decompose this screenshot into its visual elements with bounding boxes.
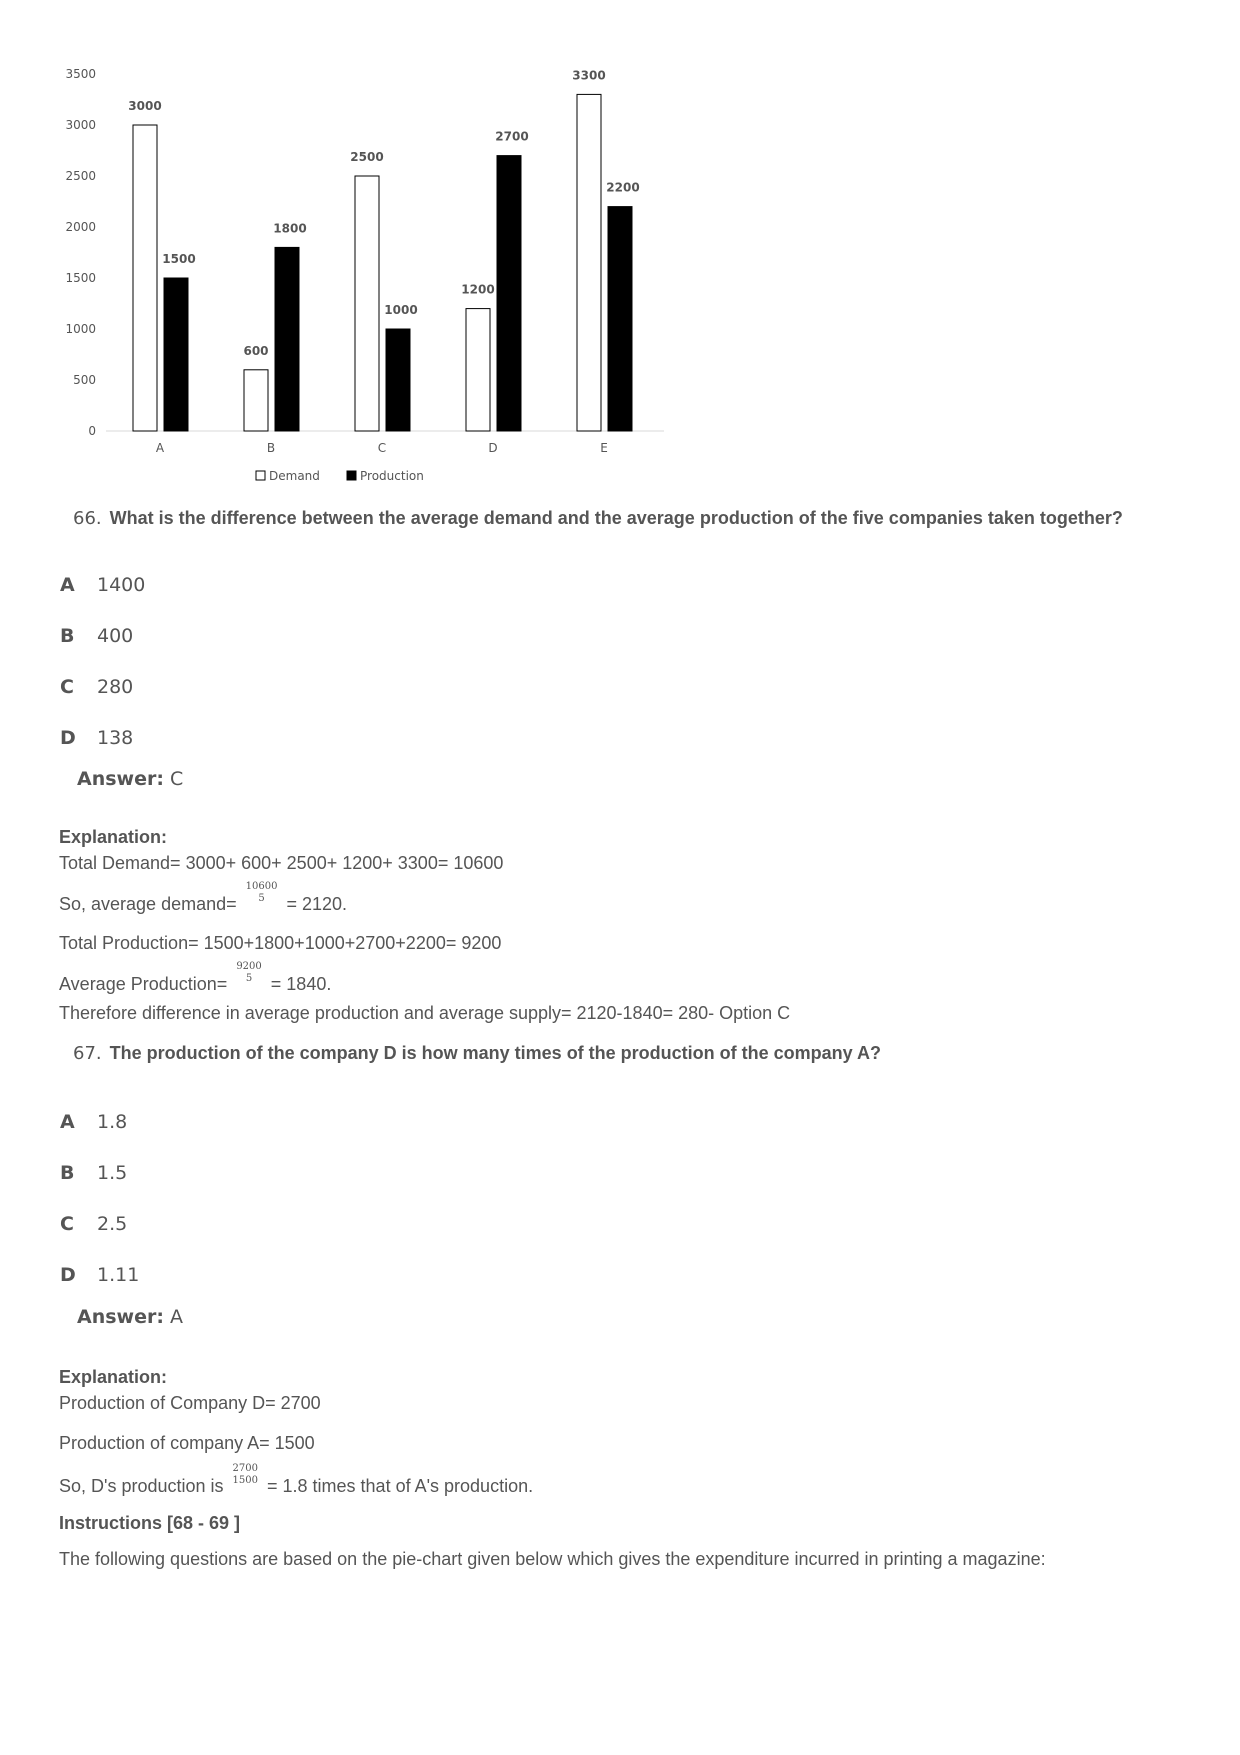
bar-demand-B (244, 370, 268, 431)
legend-swatch-production (347, 471, 356, 480)
y-axis-ticks (65, 67, 96, 438)
data-label-demand-C: 2500 (350, 150, 384, 164)
q67-option-c[interactable] (60, 1213, 127, 1235)
q66-answer (77, 768, 183, 790)
option-letter: B (60, 1162, 75, 1184)
option-value: 400 (97, 625, 134, 647)
data-label-demand-B: 600 (243, 343, 269, 358)
x-tick-label-C: C (377, 441, 387, 455)
option-letter: A (60, 574, 75, 596)
data-label-demand-D: 1200 (461, 282, 495, 297)
data-label-production-E: 2200 (606, 180, 640, 195)
bar-production-D (497, 156, 521, 431)
option-value: 1.11 (97, 1264, 140, 1286)
option-value: 1.5 (97, 1162, 128, 1184)
q66-expl-line-5: Therefore difference in average production and average supply= 2120-1840= 280- Option C (59, 1003, 791, 1023)
q67-explanation-title: Explanation: (59, 1367, 168, 1387)
legend-label-demand: Demand (269, 469, 320, 483)
answer-label: Answer: (77, 768, 164, 790)
q67-answer (77, 1306, 183, 1328)
expl-text: So, D's production is (59, 1475, 224, 1496)
chart-legend (256, 469, 424, 483)
y-tick-label: 3000 (65, 118, 96, 132)
y-tick-label: 0 (88, 424, 96, 438)
question-number: 66. (73, 508, 102, 529)
instructions-text: The following questions are based on the pie-chart given below which gives the expenditure incurred in printing a magazine: (59, 1549, 1046, 1569)
legend-label-production: Production (360, 469, 424, 483)
bar-production-A (164, 278, 188, 431)
q67-expl-line-3 (59, 1463, 534, 1499)
bar-demand-D (466, 309, 490, 431)
q67-expl-line-1: Production of Company D= 2700 (59, 1393, 321, 1413)
data-label-demand-A: 3000 (128, 99, 162, 113)
q67-option-d[interactable] (60, 1264, 139, 1286)
option-value: 280 (97, 676, 134, 698)
y-tick-label: 3500 (65, 67, 96, 81)
x-tick-label-B: B (266, 441, 276, 455)
y-tick-label: 1000 (65, 322, 96, 336)
bar-demand-E (577, 94, 601, 431)
option-value: 1400 (97, 574, 146, 596)
y-tick-label: 2500 (65, 169, 96, 183)
numerator: 9200 (236, 961, 262, 972)
data-label-production-A: 1500 (162, 252, 196, 266)
expl-text: = 2120. (286, 893, 348, 914)
answer-value: A (170, 1306, 183, 1328)
bar-demand-A (133, 125, 157, 431)
bars (128, 68, 639, 431)
demand-production-bar-chart (0, 0, 680, 500)
q66-expl-line-2 (59, 881, 348, 917)
x-axis-ticks (156, 441, 608, 455)
expl-text: = 1.8 times that of A's production. (267, 1475, 534, 1496)
question-text: What is the difference between the average demand and the average production of the five companies taken together? (109, 508, 1123, 528)
bar-production-B (275, 247, 299, 431)
answer-label: Answer: (77, 1306, 164, 1328)
fraction (246, 881, 278, 905)
q66-expl-line-4 (59, 961, 332, 997)
option-letter: A (60, 1111, 75, 1133)
expl-text: = 1840. (270, 973, 332, 994)
data-label-production-C: 1000 (384, 303, 418, 317)
legend-swatch-demand (256, 471, 265, 480)
instructions-title: Instructions [68 - 69 ] (59, 1513, 241, 1533)
option-letter: D (60, 727, 76, 749)
y-tick-label: 1500 (65, 271, 96, 285)
numerator: 10600 (245, 881, 278, 892)
option-value: 1.8 (97, 1111, 128, 1133)
option-value: 138 (97, 727, 134, 749)
x-tick-label-A: A (155, 441, 165, 455)
option-letter: C (60, 1213, 74, 1235)
option-letter: D (60, 1264, 76, 1286)
q66-explanation-title: Explanation: (59, 827, 168, 847)
q67-option-a[interactable] (60, 1111, 127, 1133)
numerator: 2700 (232, 1463, 258, 1474)
q66-expl-line-3: Total Production= 1500+1800+1000+2700+2200= 9200 (59, 933, 502, 953)
q66-option-a[interactable] (60, 574, 145, 596)
data-label-demand-E: 3300 (572, 68, 606, 83)
q66-option-d[interactable] (60, 727, 133, 749)
question-67 (73, 1043, 881, 1064)
x-tick-label-D: D (488, 441, 498, 455)
bar-production-E (608, 207, 632, 431)
answer-value: C (170, 768, 184, 790)
q66-option-c[interactable] (60, 676, 133, 698)
q66-expl-line-1: Total Demand= 3000+ 600+ 2500+ 1200+ 3300= 10600 (59, 853, 504, 873)
question-number: 67. (73, 1043, 102, 1064)
expl-text: Average Production= (59, 973, 228, 994)
fraction (233, 1463, 258, 1487)
x-tick-label-E: E (600, 441, 608, 455)
denominator: 5 (258, 893, 265, 904)
data-label-production-B: 1800 (273, 221, 307, 236)
q67-option-b[interactable] (60, 1162, 127, 1184)
bar-production-C (386, 329, 410, 431)
fraction (236, 961, 261, 985)
q67-expl-line-2: Production of company A= 1500 (59, 1433, 315, 1453)
y-tick-label: 500 (73, 373, 96, 387)
y-tick-label: 2000 (65, 220, 96, 234)
question-text: The production of the company D is how many times of the production of the company A? (109, 1043, 882, 1063)
denominator: 1500 (232, 1475, 258, 1486)
q66-option-b[interactable] (60, 625, 133, 647)
option-letter: C (60, 676, 74, 698)
bar-demand-C (355, 176, 379, 431)
option-letter: B (60, 625, 75, 647)
expl-text: So, average demand= (59, 893, 237, 914)
option-value: 2.5 (97, 1213, 128, 1235)
question-66 (73, 508, 1123, 529)
denominator: 5 (245, 973, 253, 984)
data-label-production-D: 2700 (495, 129, 529, 144)
